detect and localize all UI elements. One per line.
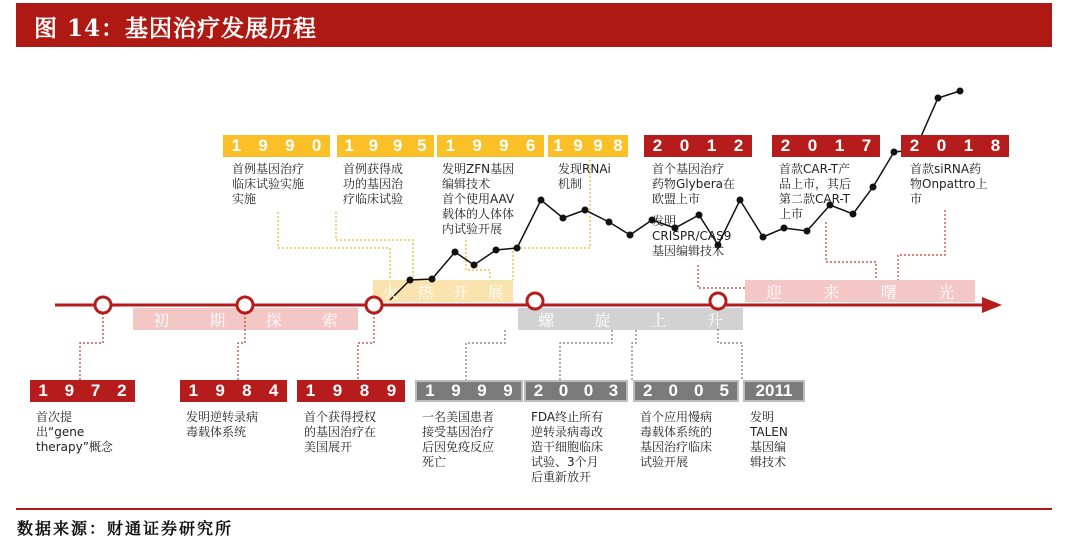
char: 1 xyxy=(231,136,242,155)
char: 上 xyxy=(650,310,667,330)
event-desc-2005: 首个应用慢病 毒载体系统的 基因治疗临床 试验开展 xyxy=(640,410,713,469)
char: 初 xyxy=(153,310,170,330)
char: 9 xyxy=(477,381,487,400)
char: 9 xyxy=(215,381,225,400)
trend-point xyxy=(891,149,898,156)
char: 2 xyxy=(117,381,127,400)
char: 9 xyxy=(503,381,513,400)
char: 迎 xyxy=(765,282,782,302)
connector-1999 xyxy=(466,330,505,380)
footer-divider xyxy=(16,508,1052,510)
trend-point xyxy=(870,184,877,191)
event-desc-2012: 首个基因治疗 药物Glybera在 欧盟上市 xyxy=(652,162,736,206)
char: 9 xyxy=(451,381,461,400)
char: 期 xyxy=(209,310,226,330)
char: 9 xyxy=(285,136,295,155)
char: 9 xyxy=(368,136,379,155)
char: 9 xyxy=(573,136,583,155)
phase-label-boom xyxy=(373,280,513,302)
char: 0 xyxy=(668,381,678,400)
year-box-2012 xyxy=(644,135,752,157)
char: 8 xyxy=(359,381,370,400)
trend-point xyxy=(606,219,613,226)
trend-point xyxy=(452,249,459,256)
phase-label-spiral xyxy=(518,308,743,330)
connector-2003 xyxy=(560,330,612,380)
connector-1990 xyxy=(278,212,390,280)
milestone-circle xyxy=(95,297,111,313)
char: 光 xyxy=(938,282,955,302)
event-desc-1972: 首次提 出“gene therapy”概念 xyxy=(36,410,113,454)
trend-point xyxy=(493,247,500,254)
char: 9 xyxy=(258,136,268,155)
trend-point xyxy=(935,95,942,102)
char: 2 xyxy=(780,136,791,155)
event-desc-1999: 一名美国患者 接受基因治疗 后因免疫反应 死亡 xyxy=(422,410,495,469)
trend-point xyxy=(781,225,788,232)
event-desc-1990: 首例基因治疗 临床试验实施 实施 xyxy=(232,162,305,206)
trend-point xyxy=(627,232,634,239)
char: 展 xyxy=(487,282,504,302)
event-desc-1998: 发现RNAi 机制 xyxy=(558,162,611,191)
char: 7 xyxy=(861,136,872,155)
char: 1 xyxy=(188,381,199,400)
char: 0 xyxy=(583,381,594,400)
char: 1 xyxy=(963,136,974,155)
char: 6 xyxy=(525,136,536,155)
year-box-1996 xyxy=(437,135,544,157)
event-desc-2018: 首款siRNA药 物Onpattro上 市 xyxy=(910,162,988,206)
char: 8 xyxy=(990,136,1001,155)
char: 2 xyxy=(733,136,744,155)
event-desc-1995: 首例获得成 功的基因治 疗临床试验 xyxy=(343,162,404,206)
event-desc-1996: 发明ZFN基因 编辑技术 首个使用AAV 载体的人体体 内试验开展 xyxy=(442,162,515,236)
char: 5 xyxy=(417,136,427,155)
event-desc-1984: 发明逆转录病 毒载体系统 xyxy=(186,410,259,439)
char: 8 xyxy=(242,381,252,400)
char: 热 xyxy=(417,282,434,302)
char: 0 xyxy=(679,136,690,155)
char: 1 xyxy=(305,381,316,400)
char: 0 xyxy=(807,136,818,155)
trend-point xyxy=(804,228,811,235)
year-box-1995 xyxy=(337,135,434,157)
char: 5 xyxy=(719,381,729,400)
char: 9 xyxy=(392,136,403,155)
year-box-2003 xyxy=(524,380,628,402)
connector-2005 xyxy=(632,330,636,380)
char: 1 xyxy=(706,136,717,155)
trend-point xyxy=(957,88,964,95)
char: 1 xyxy=(38,381,48,400)
char: 0 xyxy=(311,136,322,155)
event-desc-2012-crispr: 发明 CRISPR/CAS9 基因编辑技术 xyxy=(652,214,732,258)
trend-point xyxy=(471,262,478,269)
char: 旋 xyxy=(594,310,611,330)
event-desc-2017: 首款CAR-T产 品上市，其后 第二款CAR-T 上市 xyxy=(779,162,852,221)
char: 1 xyxy=(834,136,845,155)
char: 1 xyxy=(425,381,435,400)
char: 0 xyxy=(558,381,569,400)
trend-point xyxy=(582,207,589,214)
connector-2017 xyxy=(826,222,876,280)
char: 0 xyxy=(936,136,947,155)
char: 螺 xyxy=(538,310,555,330)
char: 火 xyxy=(382,282,399,302)
page-title: 图 14：基因治疗发展历程 xyxy=(34,15,318,42)
connector-1972 xyxy=(80,305,103,380)
year-box-1984 xyxy=(180,380,287,402)
event-desc-2003: FDA终止所有 逆转录病毒改 造干细胞临床 试验、3个月 后重新放开 xyxy=(531,410,604,484)
year-box-2011: 2011 xyxy=(743,380,805,402)
char: 9 xyxy=(499,136,509,155)
connector-1996 xyxy=(466,240,490,280)
char: 9 xyxy=(64,381,75,400)
trend-point xyxy=(538,197,545,204)
year-box-2018 xyxy=(901,135,1009,157)
trend-point xyxy=(760,234,767,241)
char: 9 xyxy=(472,136,482,155)
char: 9 xyxy=(593,136,603,155)
connector-1989 xyxy=(358,305,374,380)
event-desc-1989: 首个获得授权 的基因治疗在 美国展开 xyxy=(304,410,377,454)
char: 开 xyxy=(452,282,469,302)
char: 2 xyxy=(909,136,920,155)
connector-2012 xyxy=(698,265,745,288)
char: 8 xyxy=(613,136,623,155)
phase-label-early xyxy=(133,308,358,330)
event-desc-2011: 发明 TALEN 基因编 辑技术 xyxy=(750,410,788,469)
year-box-2005 xyxy=(633,380,739,402)
char: 1 xyxy=(344,136,354,155)
year-box-1989 xyxy=(297,380,405,402)
trend-point xyxy=(514,245,521,252)
trend-point xyxy=(560,215,567,222)
char: 2 xyxy=(533,381,544,400)
connector-2018 xyxy=(898,210,945,280)
char: 3 xyxy=(608,381,619,400)
phase-label-dawn xyxy=(745,280,975,302)
char: 1 xyxy=(445,136,456,155)
source-note: 数据来源：财通证券研究所 xyxy=(17,519,234,538)
char: 2 xyxy=(643,381,653,400)
char: 7 xyxy=(90,381,101,400)
trend-point xyxy=(737,197,744,204)
year-box-2017 xyxy=(772,135,880,157)
char: 升 xyxy=(706,310,723,330)
year-box-1990 xyxy=(223,135,330,157)
char: 探 xyxy=(265,310,282,330)
char: 曙 xyxy=(880,282,897,302)
char: 9 xyxy=(332,381,343,400)
char: 9 xyxy=(386,381,397,400)
timeline-arrowhead xyxy=(982,297,1002,313)
char: 索 xyxy=(321,310,338,330)
char: 4 xyxy=(268,381,279,400)
char: 2 xyxy=(652,136,663,155)
year-box-1998 xyxy=(548,135,628,157)
char: 1 xyxy=(553,136,563,155)
connector-1995 xyxy=(336,212,413,280)
char: 来 xyxy=(823,282,840,302)
year-box-1999 xyxy=(415,380,523,402)
char: 0 xyxy=(694,381,704,400)
year-box-1972 xyxy=(30,380,135,402)
